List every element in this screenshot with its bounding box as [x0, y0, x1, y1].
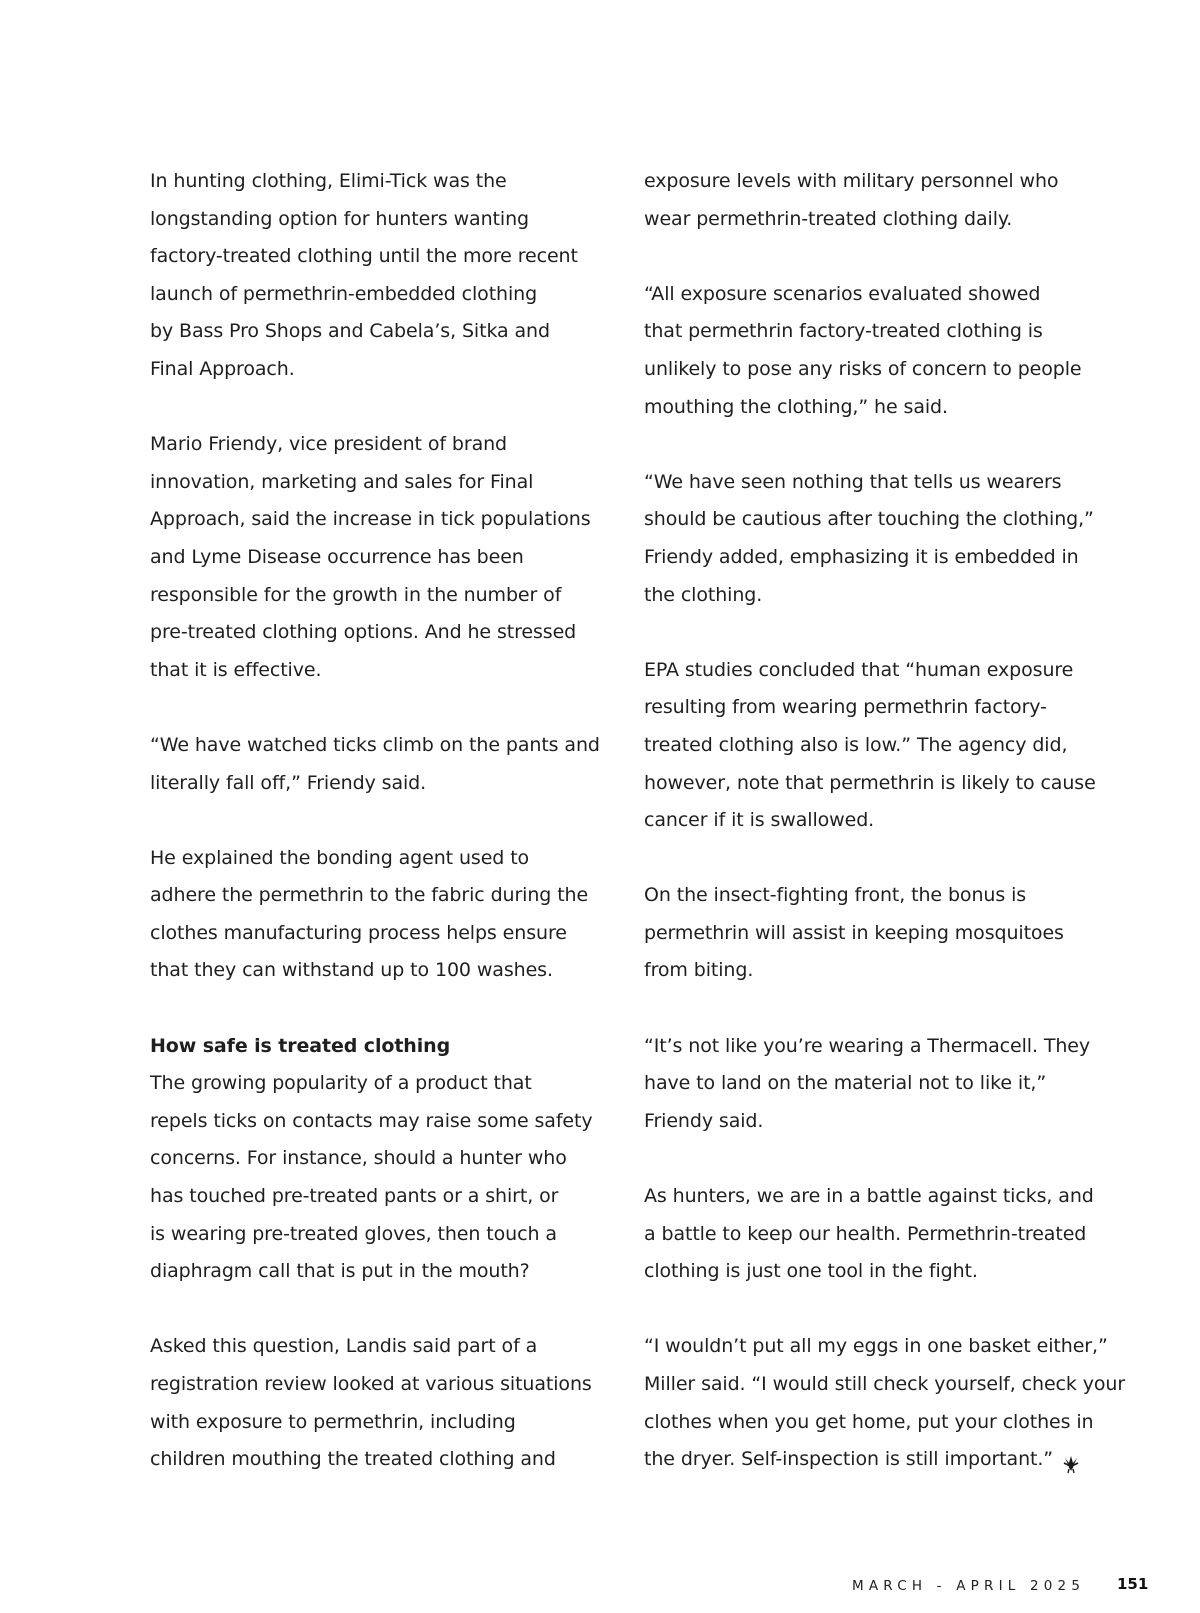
- text-line: “We have watched ticks climb on the pants and: [150, 733, 600, 756]
- text-line: unlikely to pose any risks of concern to people: [644, 357, 1082, 380]
- paragraph: [150, 1028, 595, 1291]
- text-line: “I wouldn’t put all my eggs in one basket either,”: [644, 1335, 1108, 1358]
- text-line: Asked this question, Landis said part of a: [150, 1335, 538, 1358]
- text-line: by Bass Pro Shops and Cabela’s, Sitka and: [150, 320, 550, 343]
- text-line: [644, 1441, 1104, 1479]
- text-line: the clothing.: [644, 583, 763, 606]
- text-line: “We have seen nothing that tells us wearers: [644, 470, 1062, 493]
- text-line: He explained the bonding agent used to: [150, 846, 530, 869]
- text-line: longstanding option for hunters wanting: [150, 207, 529, 230]
- text-line: innovation, marketing and sales for Final: [150, 470, 534, 493]
- text-line: wear permethrin-treated clothing daily.: [644, 207, 1013, 230]
- paragraph: [150, 426, 595, 689]
- text-line: As hunters, we are in a battle against ticks, and: [644, 1185, 1094, 1208]
- paragraph: [150, 840, 595, 990]
- text-line: cancer if it is swallowed.: [644, 809, 875, 832]
- text-line: On the insect-fighting front, the bonus is: [644, 884, 1027, 907]
- text-line: EPA studies concluded that “human exposure: [644, 658, 1074, 681]
- paragraph: [644, 877, 1104, 990]
- text-line: resulting from wearing permethrin factory-: [644, 696, 1047, 719]
- text-line: “All exposure scenarios evaluated showed: [644, 282, 1041, 305]
- paragraph: [644, 1178, 1104, 1291]
- text-line: responsible for the growth in the number of: [150, 583, 562, 606]
- article-column-left: [150, 163, 600, 1479]
- text-line: with exposure to permethrin, including: [150, 1410, 516, 1433]
- text-line: have to land on the material not to like it,”: [644, 1072, 1047, 1095]
- text-line: Final Approach.: [150, 357, 295, 380]
- paragraph: [150, 163, 595, 389]
- text-line: however, note that permethrin is likely to cause: [644, 771, 1096, 794]
- text-line: diaphragm call that is put in the mouth?: [150, 1260, 530, 1283]
- text-line: The growing popularity of a product that: [150, 1072, 532, 1095]
- text-line: registration review looked at various situations: [150, 1373, 592, 1395]
- turkey-end-mark-icon: [1061, 1450, 1081, 1470]
- paragraph: [644, 163, 1104, 238]
- paragraph: [150, 1328, 595, 1478]
- paragraph: [644, 1328, 1126, 1478]
- text-line: Approach, said the increase in tick populations: [150, 508, 591, 531]
- text-line: clothing is just one tool in the fight.: [644, 1260, 978, 1283]
- text-line: factory-treated clothing until the more recent: [150, 245, 578, 268]
- paragraph: [644, 1028, 1104, 1141]
- text-line: exposure levels with military personnel who: [644, 170, 1059, 192]
- paragraph: [150, 727, 600, 802]
- text-line: Miller said. “I would still check yourself, check your: [644, 1373, 1126, 1395]
- text-line: and Lyme Disease occurrence has been: [150, 545, 524, 568]
- text-line: clothes manufacturing process helps ensure: [150, 921, 567, 944]
- text-line: repels ticks on contacts may raise some safety: [150, 1109, 593, 1132]
- text-line: a battle to keep our health. Permethrin-treated: [644, 1222, 1087, 1245]
- text-line: literally fall off,” Friendy said.: [150, 771, 427, 794]
- text-line: treated clothing also is low.” The agency did,: [644, 733, 1068, 756]
- section-heading: How safe is treated clothing: [150, 1034, 451, 1057]
- text-line: Friendy said.: [644, 1109, 764, 1132]
- text-line: that they can withstand up to 100 washes.: [150, 959, 553, 982]
- text-line: has touched pre-treated pants or a shirt, or: [150, 1185, 559, 1208]
- text-line: concerns. For instance, should a hunter who: [150, 1147, 567, 1170]
- text-line: mouthing the clothing,” he said.: [644, 395, 948, 418]
- text-line: adhere the permethrin to the fabric during the: [150, 884, 589, 907]
- text-line: is wearing pre-treated gloves, then touch a: [150, 1222, 557, 1245]
- text-line: “It’s not like you’re wearing a Thermacell. They: [644, 1034, 1091, 1057]
- issue-date: MARCH - APRIL 2025: [852, 1578, 1086, 1594]
- text-line: from biting.: [644, 959, 754, 982]
- text-line: that permethrin factory-treated clothing is: [644, 320, 1043, 343]
- text-line: clothes when you get home, put your clothes in: [644, 1410, 1094, 1433]
- text-line: children mouthing the treated clothing and: [150, 1448, 556, 1471]
- text-line: In hunting clothing, Elimi-Tick was the: [150, 170, 507, 192]
- text-line: pre-treated clothing options. And he stressed: [150, 621, 577, 644]
- paragraph: [644, 464, 1104, 614]
- text-line-content: the dryer. Self-inspection is still important.”: [644, 1448, 1054, 1471]
- article-column-right: [644, 163, 1126, 1479]
- paragraph: [644, 652, 1104, 840]
- text-line: Mario Friendy, vice president of brand: [150, 433, 508, 456]
- text-line: permethrin will assist in keeping mosquitoes: [644, 921, 1064, 944]
- paragraph: [644, 276, 1104, 426]
- text-line: launch of permethrin-embedded clothing: [150, 282, 538, 305]
- text-line: should be cautious after touching the clothing,”: [644, 508, 1094, 531]
- text-line: Friendy added, emphasizing it is embedded in: [644, 545, 1079, 568]
- page-number: 151: [1117, 1575, 1149, 1593]
- text-line: that it is effective.: [150, 658, 322, 681]
